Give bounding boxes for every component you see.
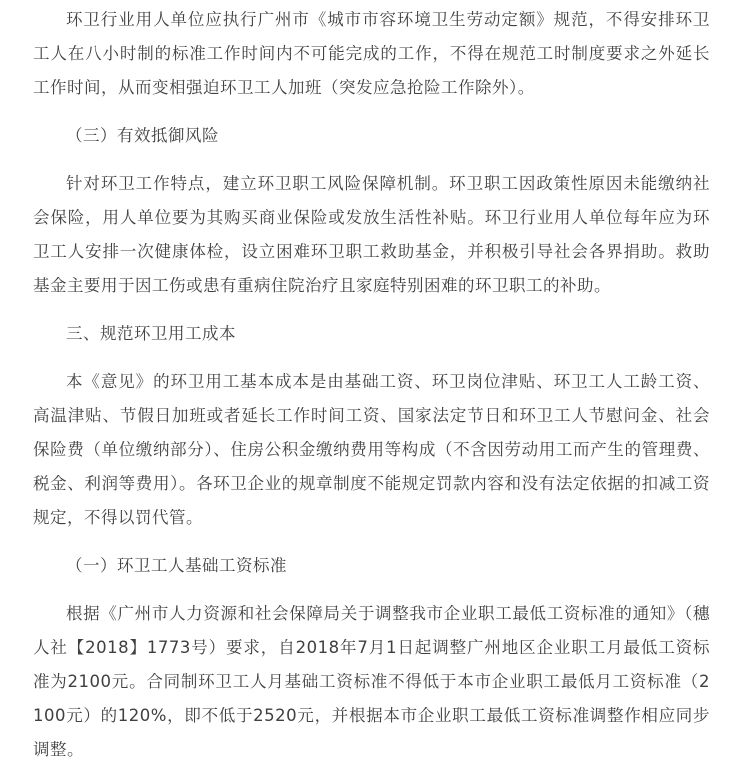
paragraph-cost-composition: 本《意见》的环卫用工基本成本是由基础工资、环卫岗位津贴、环卫工人工龄工资、高温津贴、节假日加班或者延长工作时间工资、国家法定节日和环卫工人节慰问金、社会保险费（单位缴纳部分）、住房公积金缴纳费用等构成（不含因劳动用工而产生的管理费、税金、利润等费用）。各环卫企业的规章制度不能规定罚款内容和没有法定依据的扣减工资规定，不得以罚代管。 — [33, 372, 710, 527]
section-heading-labor-cost: 三、规范环卫用工成本 — [66, 324, 236, 343]
paragraph-risk-mechanism: 针对环卫工作特点，建立环卫职工风险保障机制。环卫职工因政策性原因未能缴纳社会保险，用人单位要为其购买商业保险或发放生活性补贴。环卫行业用人单位每年应为环卫工人安排一次健康体检，设立困难环卫职工救助基金，并积极引导社会各界捐助。救助基金主要用于因工伤或患有重病住院治疗且家庭特别困难的环卫职工的补助。 — [33, 174, 710, 295]
sub-heading-risk-protection: （三）有效抵御风险 — [66, 126, 219, 145]
paragraph-work-hours: 环卫行业用人单位应执行广州市《城市市容环境卫生劳动定额》规范，不得安排环卫工人在八小时制的标准工作时间内不可能完成的工作，不得在规范工时制度要求之外延长工作时间，从而变相强迫环卫工人加班（突发应急抢险工作除外）。 — [33, 10, 710, 97]
paragraph-minimum-wage: 根据《广州市人力资源和社会保障局关于调整我市企业职工最低工资标准的通知》（穗人社【2018】1773号）要求，自2018年7月1日起调整广州地区企业职工月最低工资标准为2100元。合同制环卫工人月基础工资标准不得低于本市企业职工最低月工资标准（2100元）的120%，即不低于2520元，并根据本市企业职工最低工资标准调整作相应同步调整。 — [33, 604, 710, 759]
sub-heading-base-wage-standard: （一）环卫工人基础工资标准 — [66, 556, 287, 575]
